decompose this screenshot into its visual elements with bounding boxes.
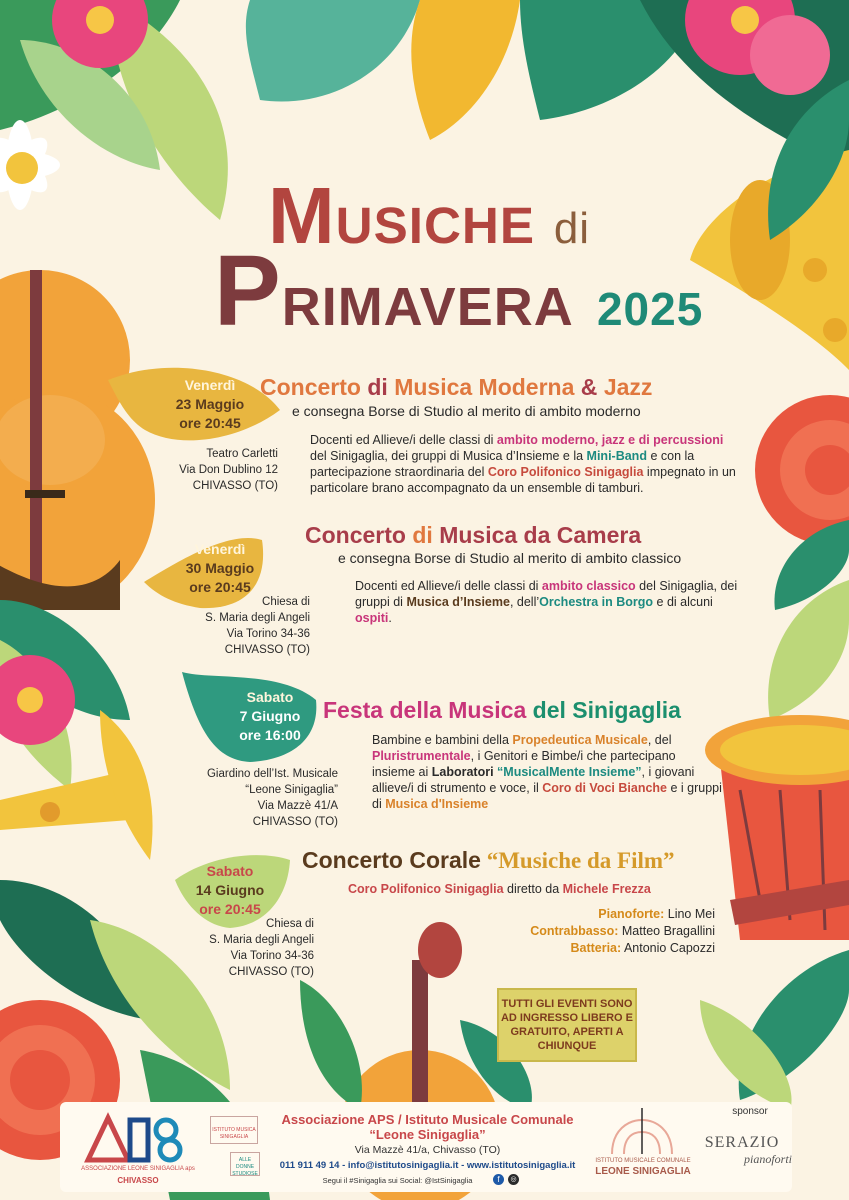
footer-address: Via Mazzè 41/a, Chivasso (TO) (354, 1144, 501, 1156)
credit-line (470, 940, 715, 957)
mini-logo-2: ALLE DONNE STUDIOSE (230, 1152, 260, 1176)
desc-text: e i gruppi di (372, 781, 722, 811)
title-part: Jazz (603, 374, 653, 400)
desc-text: Docenti ed Allieve/i delle classi di (355, 579, 542, 593)
desc-text: del Sinigaglia, dei gruppi di (355, 579, 738, 609)
event-time: ore 20:45 (199, 901, 261, 917)
desc-highlight: Propedeutica Musicale (512, 733, 648, 747)
event-subtitle-1: e consegna Borse di Studio al merito di ambito moderno (292, 403, 641, 419)
event-venue-1 (120, 446, 278, 494)
venue-line: Via Mazzè 41/A (257, 800, 338, 812)
event-venue-3 (150, 766, 338, 830)
event-date-2 (180, 540, 260, 597)
venue-line: “Leone Sinigaglia” (245, 784, 338, 796)
leone-logo-top: ISTITUTO MUSICALE COMUNALE (595, 1158, 691, 1164)
title-part: & (580, 374, 598, 400)
event-description-3 (372, 732, 722, 812)
desc-highlight: “MusicalMente Insieme” (493, 765, 642, 779)
venue-line: CHIVASSO (TO) (224, 644, 310, 656)
venue-line: Via Don Dublino 12 (179, 464, 278, 476)
rose-icon (755, 395, 849, 545)
footer (60, 1102, 792, 1192)
free-entry-notice (497, 988, 637, 1062)
leaf-decoration (300, 980, 362, 1110)
venue-line: CHIVASSO (TO) (228, 966, 314, 978)
title-part: Concerto Corale (302, 847, 481, 873)
title-part: del Sinigaglia (532, 697, 681, 723)
desc-text: . (388, 611, 392, 625)
event-time: ore 20:45 (189, 579, 251, 595)
title-part: Concerto (260, 374, 361, 400)
desc-highlight: ambito classico (541, 579, 636, 593)
desc-text: , dell’ (509, 595, 540, 609)
desc-text: Bambine e bambini della (372, 733, 513, 747)
desc-highlight: Orchestra in Borgo (539, 595, 654, 609)
desc-highlight: Coro di Voci Bianche (542, 781, 668, 795)
desc-text: e di alcuni (653, 595, 713, 609)
title-part: Festa della Musica (323, 697, 527, 723)
venue-line: Chiesa di (262, 596, 310, 608)
title-year: 2025 (596, 283, 704, 335)
event-title-1 (260, 374, 652, 401)
venue-line: S. Maria degli Angeli (205, 612, 310, 624)
leaf-decoration (246, 0, 420, 102)
sponsor-name: SERAZIO (704, 1134, 780, 1151)
credit-name: Lino Mei (664, 907, 715, 921)
venue-line: Chiesa di (266, 918, 314, 930)
free-entry-text: TUTTI GLI EVENTI SONO AD INGRESSO LIBERO E GRATUITO, APERTI A CHIUNQUE (500, 998, 634, 1052)
leone-logo-name: LEONE SINIGAGLIA (595, 1166, 691, 1177)
leaf-decoration (411, 0, 520, 140)
event-title-4 (302, 847, 675, 874)
title-initial: P (214, 235, 282, 347)
violin-icon (0, 270, 155, 610)
event-time: ore 20:45 (179, 415, 241, 431)
desc-highlight: Laboratori (431, 765, 494, 779)
desc-highlight: Musica d'Insieme (385, 797, 489, 811)
footer-social: Segui il #Sinigaglia sui Social: @IstSinigaglia (322, 1176, 473, 1185)
daisy-icon (0, 120, 60, 210)
desc-highlight: Coro Polifonico Sinigaglia (487, 465, 644, 479)
desc-text: Docenti ed Allieve/i delle classi di (310, 433, 497, 447)
mini-logo-1: ISTITUTO MUSICA SINIGAGLIA (210, 1116, 258, 1144)
event-date: 14 Giugno (195, 882, 265, 898)
venue-line: CHIVASSO (TO) (192, 480, 278, 492)
sponsor-label: sponsor (732, 1106, 768, 1117)
event-date-3 (226, 688, 314, 745)
credit-role: Pianoforte: (598, 907, 665, 921)
title-di: di (553, 204, 591, 253)
venue-line: Teatro Carletti (206, 448, 278, 460)
venue-line: Giardino dell’Ist. Musicale (206, 768, 338, 780)
title-part: Concerto (305, 522, 406, 548)
desc-text: impegnato in un particolare brano accompagnato da un ensemble di tamburi. (310, 465, 736, 495)
aps-city: CHIVASSO (117, 1176, 159, 1185)
aps-caption: ASSOCIAZIONE LEONE SINIGAGLIA aps (81, 1166, 195, 1172)
event-date: 23 Maggio (175, 396, 245, 412)
aps-logo (78, 1110, 188, 1168)
credit-line (470, 906, 715, 923)
event-title-3 (323, 697, 681, 724)
event-venue-2 (140, 594, 310, 658)
title-word: RIMAVERA (281, 277, 574, 337)
credit-line (470, 923, 715, 940)
title-part: di (412, 522, 433, 548)
event-date: 30 Maggio (185, 560, 255, 576)
desc-highlight: ambito moderno, jazz e di percussioni (496, 433, 724, 447)
title-part: Musica Moderna (394, 374, 575, 400)
event-venue-4 (150, 916, 314, 980)
event-subtitle-2: e consegna Borse di Studio al merito di ambito classico (338, 550, 682, 566)
venue-line: CHIVASSO (TO) (252, 816, 338, 828)
event-date-1 (145, 376, 275, 433)
venue-line: Via Torino 34-36 (226, 628, 310, 640)
desc-text: , i Genitori e Bimbe/i che partecipano insieme ai (372, 749, 676, 779)
credit-role: Batteria: (570, 941, 622, 955)
title-initial: M (268, 171, 336, 260)
desc-text: , del (647, 733, 672, 747)
footer-contact: 011 911 49 14 - info@istitutosinigaglia.it - www.istitutosinigaglia.it (279, 1160, 576, 1171)
event-description-2 (355, 578, 745, 626)
director-name: Michele Frezza (562, 882, 651, 896)
drum-icon (705, 715, 849, 940)
facebook-icon[interactable]: f (493, 1174, 504, 1185)
event-date: 7 Giugno (239, 708, 301, 724)
event-day: Sabato (206, 863, 254, 879)
title-line-2 (214, 234, 703, 349)
event-title-2 (305, 522, 641, 549)
event-credits (470, 906, 715, 957)
event-choir (348, 882, 651, 896)
desc-highlight: ospiti (355, 611, 389, 625)
event-description-1 (310, 432, 740, 496)
title-word: USICHE (335, 197, 536, 254)
desc-highlight: Mini-Band (586, 449, 647, 463)
event-day: Venerdì (184, 377, 236, 393)
venue-line: S. Maria degli Angeli (209, 934, 314, 946)
leone-sinigaglia-logo (600, 1106, 684, 1156)
title-part: di (367, 374, 388, 400)
desc-text: e con la partecipazione straordinaria del (310, 449, 695, 479)
event-date-4 (190, 862, 270, 919)
desc-text: diretto da (503, 882, 563, 896)
title-part: “Musiche da Film” (486, 848, 675, 873)
footer-org (265, 1112, 590, 1142)
credit-name: Antonio Capozzi (621, 941, 715, 955)
credit-role: Contrabbasso: (530, 924, 619, 938)
event-day: Venerdì (194, 541, 246, 557)
desc-highlight: Musica d’Insieme (406, 595, 510, 609)
title-part: Musica da Camera (439, 522, 642, 548)
instagram-icon[interactable]: ◎ (508, 1174, 519, 1185)
org-line: Associazione APS / Istituto Musicale Comunale (281, 1112, 574, 1127)
sponsor-sub: pianoforti (743, 1152, 792, 1166)
credit-name: Matteo Bragallini (618, 924, 715, 938)
event-time: ore 16:00 (239, 727, 301, 743)
desc-text: del Sinigaglia, dei gruppi di Musica d’Insieme e la (310, 449, 587, 463)
desc-highlight: Pluristrumentale (372, 749, 471, 763)
choir-name: Coro Polifonico Sinigaglia (348, 882, 504, 896)
org-line: “Leone Sinigaglia” (369, 1127, 486, 1142)
desc-text: , i giovani allieve/i di strumento e voce, il (372, 765, 695, 795)
event-day: Sabato (246, 689, 294, 705)
venue-line: Via Torino 34-36 (230, 950, 314, 962)
